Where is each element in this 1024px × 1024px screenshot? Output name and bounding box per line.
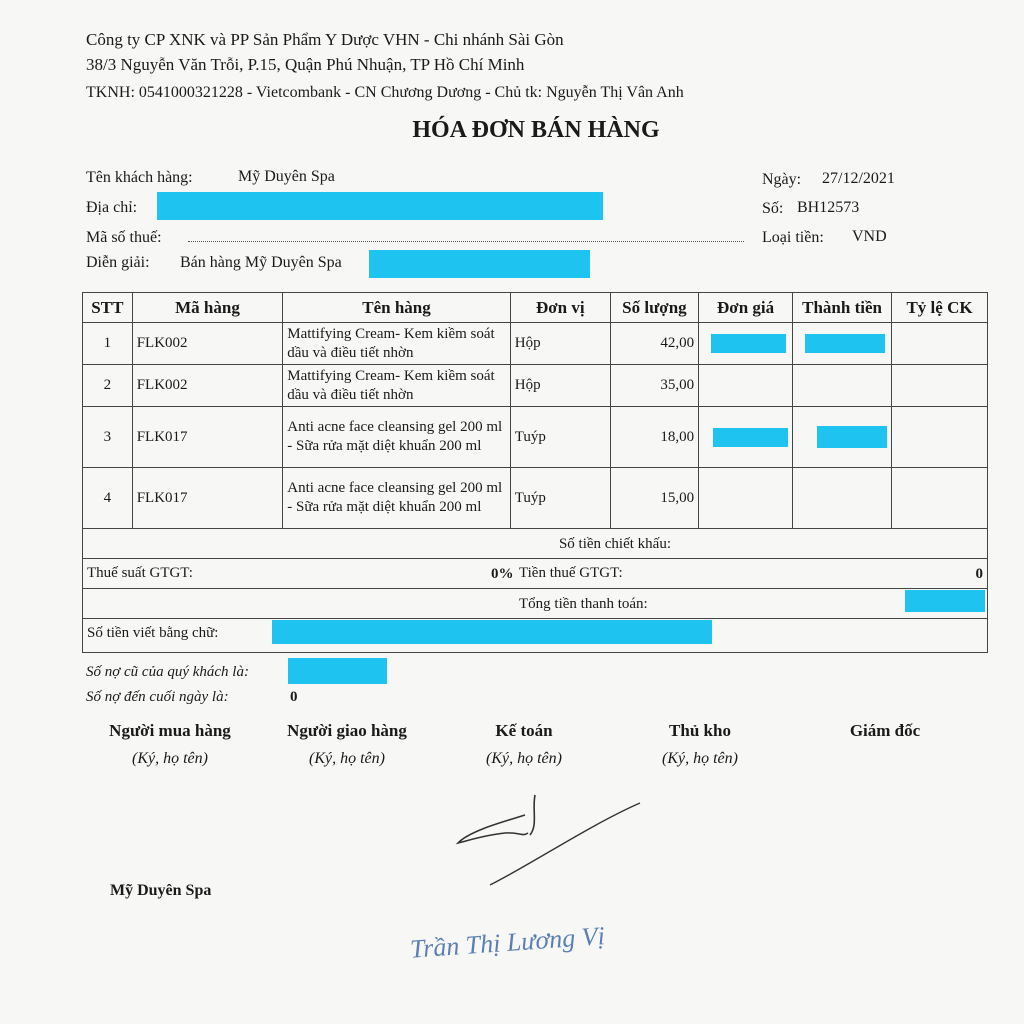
row-amount — [793, 468, 892, 529]
table-row — [83, 323, 988, 365]
row-amount — [793, 365, 892, 407]
table-row — [83, 468, 988, 529]
row-qty: 18,00 — [610, 407, 698, 468]
total-label: Tổng tiền thanh toán: — [519, 596, 648, 612]
discount-row — [82, 529, 988, 559]
sig-buyer-title: Người mua hàng — [109, 721, 231, 740]
row-unit: Hộp — [510, 365, 610, 407]
row-price — [699, 323, 793, 365]
sig-deliverer-title: Người giao hàng — [287, 721, 407, 740]
total-row — [82, 589, 988, 619]
end-debt-value: 0 — [290, 689, 298, 705]
col-header-name: Tên hàng — [283, 293, 511, 323]
sig-warehouse-note: (Ký, họ tên) — [662, 750, 738, 767]
date-value: 27/12/2021 — [822, 170, 895, 187]
sig-director-title: Giám đốc — [849, 721, 921, 740]
invoice-number: BH12573 — [797, 199, 860, 216]
col-header-stt: STT — [83, 293, 133, 323]
row-name: Mattifying Cream- Kem kiềm soát dầu và điều tiết nhờn — [283, 323, 511, 365]
row-stt: 1 — [83, 323, 133, 365]
customer-desc-value: Bán hàng Mỹ Duyên Spa — [180, 254, 342, 271]
tax-dotted-line — [188, 241, 744, 242]
end-debt-label: Số nợ đến cuối ngày là: — [86, 689, 229, 705]
row-unit: Tuýp — [510, 407, 610, 468]
company-bank: TKNH: 0541000321228 - Vietcombank - CN Chương Dương - Chủ tk: Nguyễn Thị Vân Anh — [86, 84, 684, 101]
row-code: FLK017 — [132, 407, 283, 468]
stamp-name: Trần Thị Lương Vị — [409, 921, 606, 964]
row-code: FLK002 — [132, 323, 283, 365]
col-header-code: Mã hàng — [132, 293, 283, 323]
row-code: FLK017 — [132, 468, 283, 529]
vat-rate-label: Thuế suất GTGT: — [87, 565, 193, 581]
words-label: Số tiền viết bằng chữ: — [87, 625, 219, 641]
date-label: Ngày: — [762, 171, 802, 188]
customer-tax-label: Mã số thuế: — [86, 229, 162, 246]
row-qty: 35,00 — [610, 365, 698, 407]
vat-rate-value: 0% — [491, 566, 514, 582]
redacted-total — [905, 590, 985, 612]
redacted-words — [272, 620, 712, 644]
company-name: Công ty CP XNK và PP Sản Phẩm Y Dược VHN - Chi nhánh Sài Gòn — [86, 30, 564, 49]
col-header-unit: Đơn vị — [510, 293, 610, 323]
row-stt: 2 — [83, 365, 133, 407]
row-discount — [892, 407, 988, 468]
row-stt: 3 — [83, 407, 133, 468]
table-row — [83, 365, 988, 407]
items-table — [82, 292, 988, 529]
customer-name-label: Tên khách hàng: — [86, 169, 193, 186]
row-amount — [793, 407, 892, 468]
row-code: FLK002 — [132, 365, 283, 407]
redacted-address — [157, 192, 603, 220]
row-name: Mattifying Cream- Kem kiềm soát dầu và điều tiết nhờn — [283, 365, 511, 407]
sig-accountant-title: Kế toán — [495, 721, 553, 740]
vat-amount-value: 0 — [975, 566, 983, 582]
vat-amount-label: Tiền thuế GTGT: — [519, 565, 623, 581]
row-discount — [892, 323, 988, 365]
row-discount — [892, 365, 988, 407]
row-qty: 15,00 — [610, 468, 698, 529]
redacted-desc — [369, 250, 590, 278]
row-discount — [892, 468, 988, 529]
row-price — [699, 365, 793, 407]
row-price — [699, 468, 793, 529]
row-amount — [793, 323, 892, 365]
page-title: HÓA ĐƠN BÁN HÀNG — [412, 117, 660, 143]
number-label: Số: — [762, 200, 784, 217]
col-header-amount: Thành tiền — [793, 293, 892, 323]
redacted-old-debt — [288, 658, 387, 684]
buyer-name: Mỹ Duyên Spa — [110, 882, 212, 899]
sig-buyer-note: (Ký, họ tên) — [132, 750, 208, 767]
discount-label: Số tiền chiết khấu: — [558, 536, 671, 552]
row-unit: Hộp — [510, 323, 610, 365]
row-name: Anti acne face cleansing gel 200 ml - Sữa rửa mặt diệt khuẩn 200 ml — [283, 407, 511, 468]
sig-warehouse-title: Thủ kho — [669, 721, 731, 740]
currency-label: Loại tiền: — [762, 229, 824, 246]
col-header-qty: Số lượng — [610, 293, 698, 323]
row-name: Anti acne face cleansing gel 200 ml - Sữa rửa mặt diệt khuẩn 200 ml — [283, 468, 511, 529]
vat-row — [82, 559, 988, 589]
sig-deliverer-note: (Ký, họ tên) — [309, 750, 385, 767]
table-header-row — [83, 293, 988, 323]
row-stt: 4 — [83, 468, 133, 529]
row-unit: Tuýp — [510, 468, 610, 529]
table-row — [83, 407, 988, 468]
customer-name-value: Mỹ Duyên Spa — [238, 168, 335, 185]
row-qty: 42,00 — [610, 323, 698, 365]
customer-address-label: Địa chỉ: — [86, 199, 138, 216]
col-header-price: Đơn giá — [699, 293, 793, 323]
company-address: 38/3 Nguyễn Văn Trỗi, P.15, Quận Phú Nhuận, TP Hồ Chí Minh — [86, 55, 525, 74]
handwritten-signature — [450, 785, 650, 895]
col-header-discount-rate: Tỷ lệ CK — [892, 293, 988, 323]
words-row — [82, 619, 988, 653]
row-price — [699, 407, 793, 468]
currency-value: VND — [852, 228, 887, 245]
customer-desc-label: Diễn giải: — [86, 254, 150, 271]
old-debt-label: Số nợ cũ của quý khách là: — [86, 664, 249, 680]
sig-accountant-note: (Ký, họ tên) — [486, 750, 562, 767]
